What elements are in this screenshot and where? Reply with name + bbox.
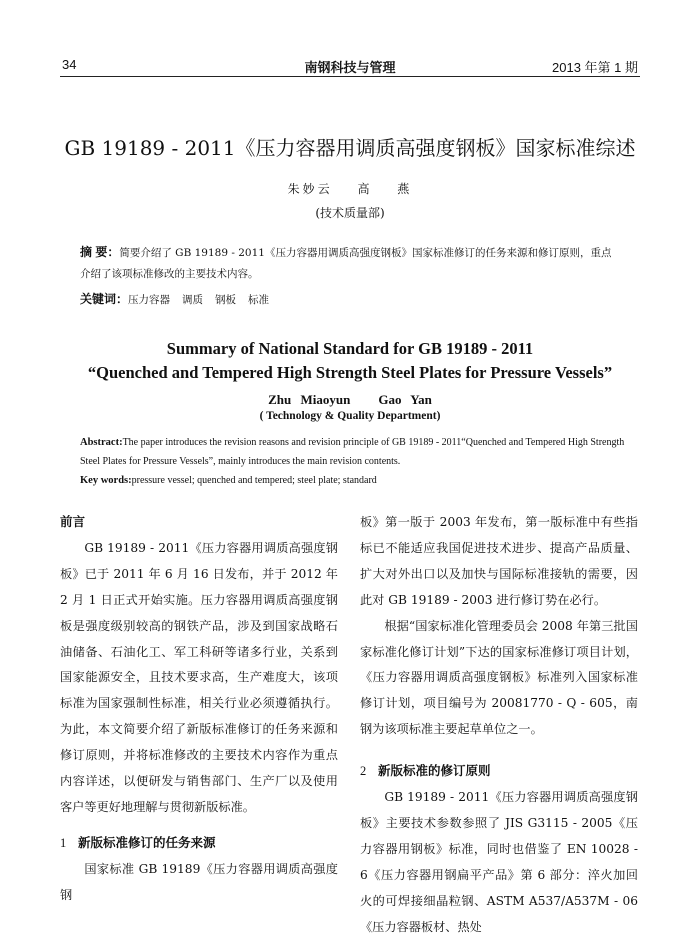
keywords-text-english: pressure vessel; quenched and tempered; steel plate; standard bbox=[131, 475, 377, 486]
paper-title-chinese: GB 19189 - 2011《压力容器用调质高强度钢板》国家标准综述 bbox=[64, 136, 636, 160]
section-2-paragraph: GB 19189 - 2011《压力容器用调质高强度钢板》主要技术参数参照了 JIS G3115 - 2005《压力容器用钢板》标准，同时也借鉴了 EN 10028 - 6《压力容器用钢扁平产品》第 6 部分：淬火加回火的可焊接细晶粒钢、ASTM A537/A537M - 06《压力容器板材、热处 bbox=[360, 790, 638, 934]
preface-heading: 前言 bbox=[60, 515, 86, 529]
abstract-text-english: The paper introduces the revision reasons and revision principle of GB 19189 - 2011“Quenched and Tempered High Strength Steel Plates for Pressure Vessels”, mainly introduces the main revision contents. bbox=[80, 437, 625, 467]
section-1-paragraph-cont: 板》第一版于 2003 年发布，第一版标准中有些指标已不能适应我国促进技术进步、提高产品质量、扩大对外出口以及加快与国际标准接轨的需要，因此对 GB 19189 - 2003 进行修订势在必行。 bbox=[360, 515, 638, 607]
page-number: 34 bbox=[62, 57, 77, 72]
section-1-title: 新版标准修订的任务来源 bbox=[78, 835, 216, 850]
keyword: 标准 bbox=[248, 294, 270, 306]
keywords-label-chinese: 关键词： bbox=[80, 292, 129, 306]
header-rule bbox=[60, 76, 640, 77]
title-line-1: Summary of National Standard for GB 19189 - 2011 bbox=[166, 339, 534, 358]
abstract-label-chinese: 摘 要： bbox=[80, 245, 120, 259]
section-1-paragraph-start: 国家标准 GB 19189《压力容器用调质高强度钢 bbox=[60, 861, 338, 902]
preface-paragraph: GB 19189 - 2011《压力容器用调质高强度钢板》已于 2011 年 6 月 16 日发布，并于 2012 年 2 月 1 日正式开始实施。压力容器用调质高强度钢板是强度级别较高的钢铁产品，涉及到国家战略石油储备、石油化工、军工科研等诸多行业，关系到国家能源安全，且技术要求高，生产难度大，该项标准为国家强制性标准，相关行业必须遵循执行。为此，本文简要介绍了新版标准修订的任务来源和修订原则，并将标准修改的主要技术内容作为重点内容详述，以便研发与销售部门、生产厂以及使用客户等更好地理解与贯彻新版标准。 bbox=[60, 540, 338, 814]
section-2-number: 2 bbox=[360, 764, 367, 779]
keyword: 钢板 bbox=[215, 294, 237, 306]
abstract-english bbox=[80, 434, 625, 471]
department-chinese: (技术质量部) bbox=[315, 206, 385, 220]
abstract-text-chinese: 简要介绍了 GB 19189 - 2011《压力容器用调质高强度钢板》国家标准修订的任务来源和修订原则，重点介绍了该项标准修改的主要技术内容。 bbox=[80, 247, 612, 280]
journal-name: 南钢科技与管理 bbox=[304, 60, 396, 75]
keywords-english bbox=[80, 472, 625, 491]
journal-issue: 2013 年第 1 期 bbox=[552, 60, 638, 75]
authors-english bbox=[0, 392, 700, 408]
keyword: 压力容器 bbox=[128, 294, 171, 306]
authors-chinese: 朱妙云 高 燕 bbox=[287, 182, 413, 196]
section-1-heading bbox=[60, 831, 338, 857]
keywords-label-english: Key words: bbox=[80, 475, 132, 486]
keywords-chinese bbox=[80, 289, 620, 311]
body-column-right bbox=[360, 510, 638, 941]
abstract-chinese bbox=[80, 242, 620, 285]
body-column-left bbox=[60, 510, 338, 909]
section-1-paragraph-2: 根据“国家标准化管理委员会 2008 年第三批国家标准化修订计划”下达的国家标准修订项目计划，《压力容器用调质高强度钢板》标准列入国家标准修订计划，项目编号为 20081770 - Q - 605，南钢为该项标准主要起草单位之一。 bbox=[360, 618, 638, 737]
section-1-number: 1 bbox=[60, 835, 67, 850]
author-1: Zhu Miaoyun bbox=[268, 392, 351, 407]
section-2-heading bbox=[360, 759, 638, 785]
department-english: ( Technology & Quality Department) bbox=[259, 410, 441, 422]
keyword: 调质 bbox=[182, 294, 204, 306]
abstract-label-english: Abstract: bbox=[80, 437, 123, 448]
author-2: Gao Yan bbox=[378, 392, 432, 407]
paper-title-english bbox=[0, 337, 700, 385]
title-line-2: “Quenched and Tempered High Strength Steel Plates for Pressure Vessels” bbox=[87, 363, 613, 382]
section-2-title: 新版标准的修订原则 bbox=[378, 764, 491, 779]
